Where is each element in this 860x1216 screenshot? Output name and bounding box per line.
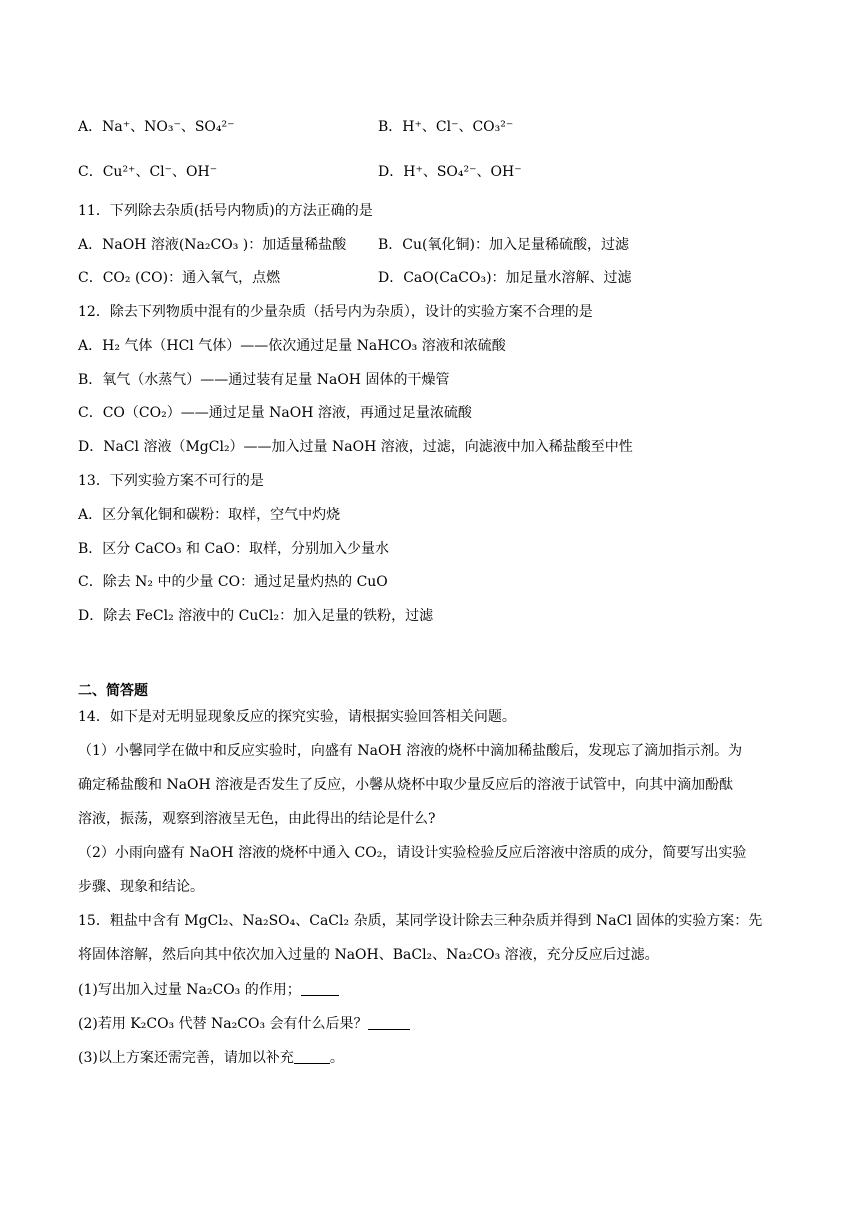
q15-line1: 15．粗盐中含有 MgCl₂、Na₂SO₄、CaCl₂ 杂质，某同学设计除去三种杂质并得到 NaCl 固体的实验方案：先 (78, 913, 763, 929)
q14-part1-line3: 溶液，振荡，观察到溶液呈无色，由此得出的结论是什么? (78, 811, 436, 827)
q15-sub3-end: 。 (329, 1050, 344, 1066)
q15-sub1 (78, 980, 339, 1000)
q12-option-c: C．CO（CO₂）——通过足量 NaOH 溶液，再通过足量浓硫酸 (78, 405, 472, 421)
option-ions: Na⁺、NO₃⁻、SO₄²⁻ (102, 119, 235, 135)
q13-option-d: D．除去 FeCl₂ 溶液中的 CuCl₂：加入足量的铁粉，过滤 (78, 608, 434, 624)
option-letter: B． (378, 119, 403, 135)
q12-option-b: B．氧气（水蒸气）——通过装有足量 NaOH 固体的干燥管 (78, 372, 450, 388)
q10-option-d (378, 162, 522, 182)
q10-option-c (78, 162, 217, 182)
q12-option-a: A．H₂ 气体（HCl 气体）——依次通过足量 NaHCO₃ 溶液和浓硫酸 (78, 338, 506, 354)
q15-sub1-text: (1)写出加入过量 Na₂CO₃ 的作用； (78, 982, 301, 998)
q14-part2-line2: 步骤、现象和结论。 (78, 879, 204, 895)
q13-option-a: A．区分氧化铜和碳粉：取样，空气中灼烧 (78, 507, 341, 523)
q14-part1-line2: 确定稀盐酸和 NaOH 溶液是否发生了反应，小馨从烧杯中取少量反应后的溶液于试管中，向其中滴加酚酞 (78, 777, 734, 793)
q10-option-a (78, 117, 235, 137)
option-letter: A． (78, 119, 103, 135)
q14-part2-line1: （2）小雨向盛有 NaOH 溶液的烧杯中通入 CO₂，请设计实验检验反应后溶液中溶质的成分，简要写出实验 (78, 845, 747, 861)
q14-stem: 14．如下是对无明显现象反应的探究实验，请根据实验回答相关问题。 (78, 709, 516, 725)
q13-stem: 13．下列实验方案不可行的是 (78, 473, 264, 489)
q13-option-b: B．区分 CaCO₃ 和 CaO：取样，分别加入少量水 (78, 541, 390, 557)
q12-option-d: D．NaCl 溶液（MgCl₂）——加入过量 NaOH 溶液，过滤，向滤液中加入稀盐酸至中性 (78, 439, 633, 455)
q15-line2: 将固体溶解，然后向其中依次加入过量的 NaOH、BaCl₂、Na₂CO₃ 溶液，充分反应后过滤。 (78, 947, 659, 963)
answer-blank[interactable] (368, 1015, 410, 1030)
q13-option-c: C．除去 N₂ 中的少量 CO：通过足量灼热的 CuO (78, 574, 388, 590)
option-ions: H⁺、SO₄²⁻、OH⁻ (403, 164, 522, 180)
q15-sub2-text: (2)若用 K₂CO₃ 代替 Na₂CO₃ 会有什么后果？ (78, 1016, 368, 1032)
q15-sub3-text: (3)以上方案还需完善，请加以补充 (78, 1050, 294, 1066)
q12-stem: 12．除去下列物质中混有的少量杂质（括号内为杂质），设计的实验方案不合理的是 (78, 304, 593, 320)
q15-sub2 (78, 1014, 410, 1034)
q11-option-c: C．CO₂ (CO)：通入氧气，点燃 (78, 270, 281, 286)
answer-blank[interactable] (294, 1049, 330, 1064)
q11-option-b: B．Cu(氧化铜)：加入足量稀硫酸，过滤 (378, 237, 629, 253)
option-letter: C． (78, 164, 103, 180)
q10-option-b (378, 117, 513, 137)
q14-part1-line1: （1）小馨同学在做中和反应实验时，向盛有 NaOH 溶液的烧杯中滴加稀盐酸后，发现忘了滴加指示剂。为 (78, 743, 743, 759)
q15-sub3 (78, 1048, 344, 1068)
section-heading: 二、简答题 (78, 683, 148, 699)
q11-stem: 11．下列除去杂质(括号内物质)的方法正确的是 (78, 203, 373, 219)
q11-option-d: D．CaO(CaCO₃)：加足量水溶解、过滤 (378, 270, 632, 286)
option-ions: H⁺、Cl⁻、CO₃²⁻ (402, 119, 514, 135)
option-letter: D． (378, 164, 404, 180)
option-ions: Cu²⁺、Cl⁻、OH⁻ (102, 164, 218, 180)
q11-option-a: A．NaOH 溶液(Na₂CO₃ )：加适量稀盐酸 (78, 237, 347, 253)
answer-blank[interactable] (301, 981, 339, 996)
